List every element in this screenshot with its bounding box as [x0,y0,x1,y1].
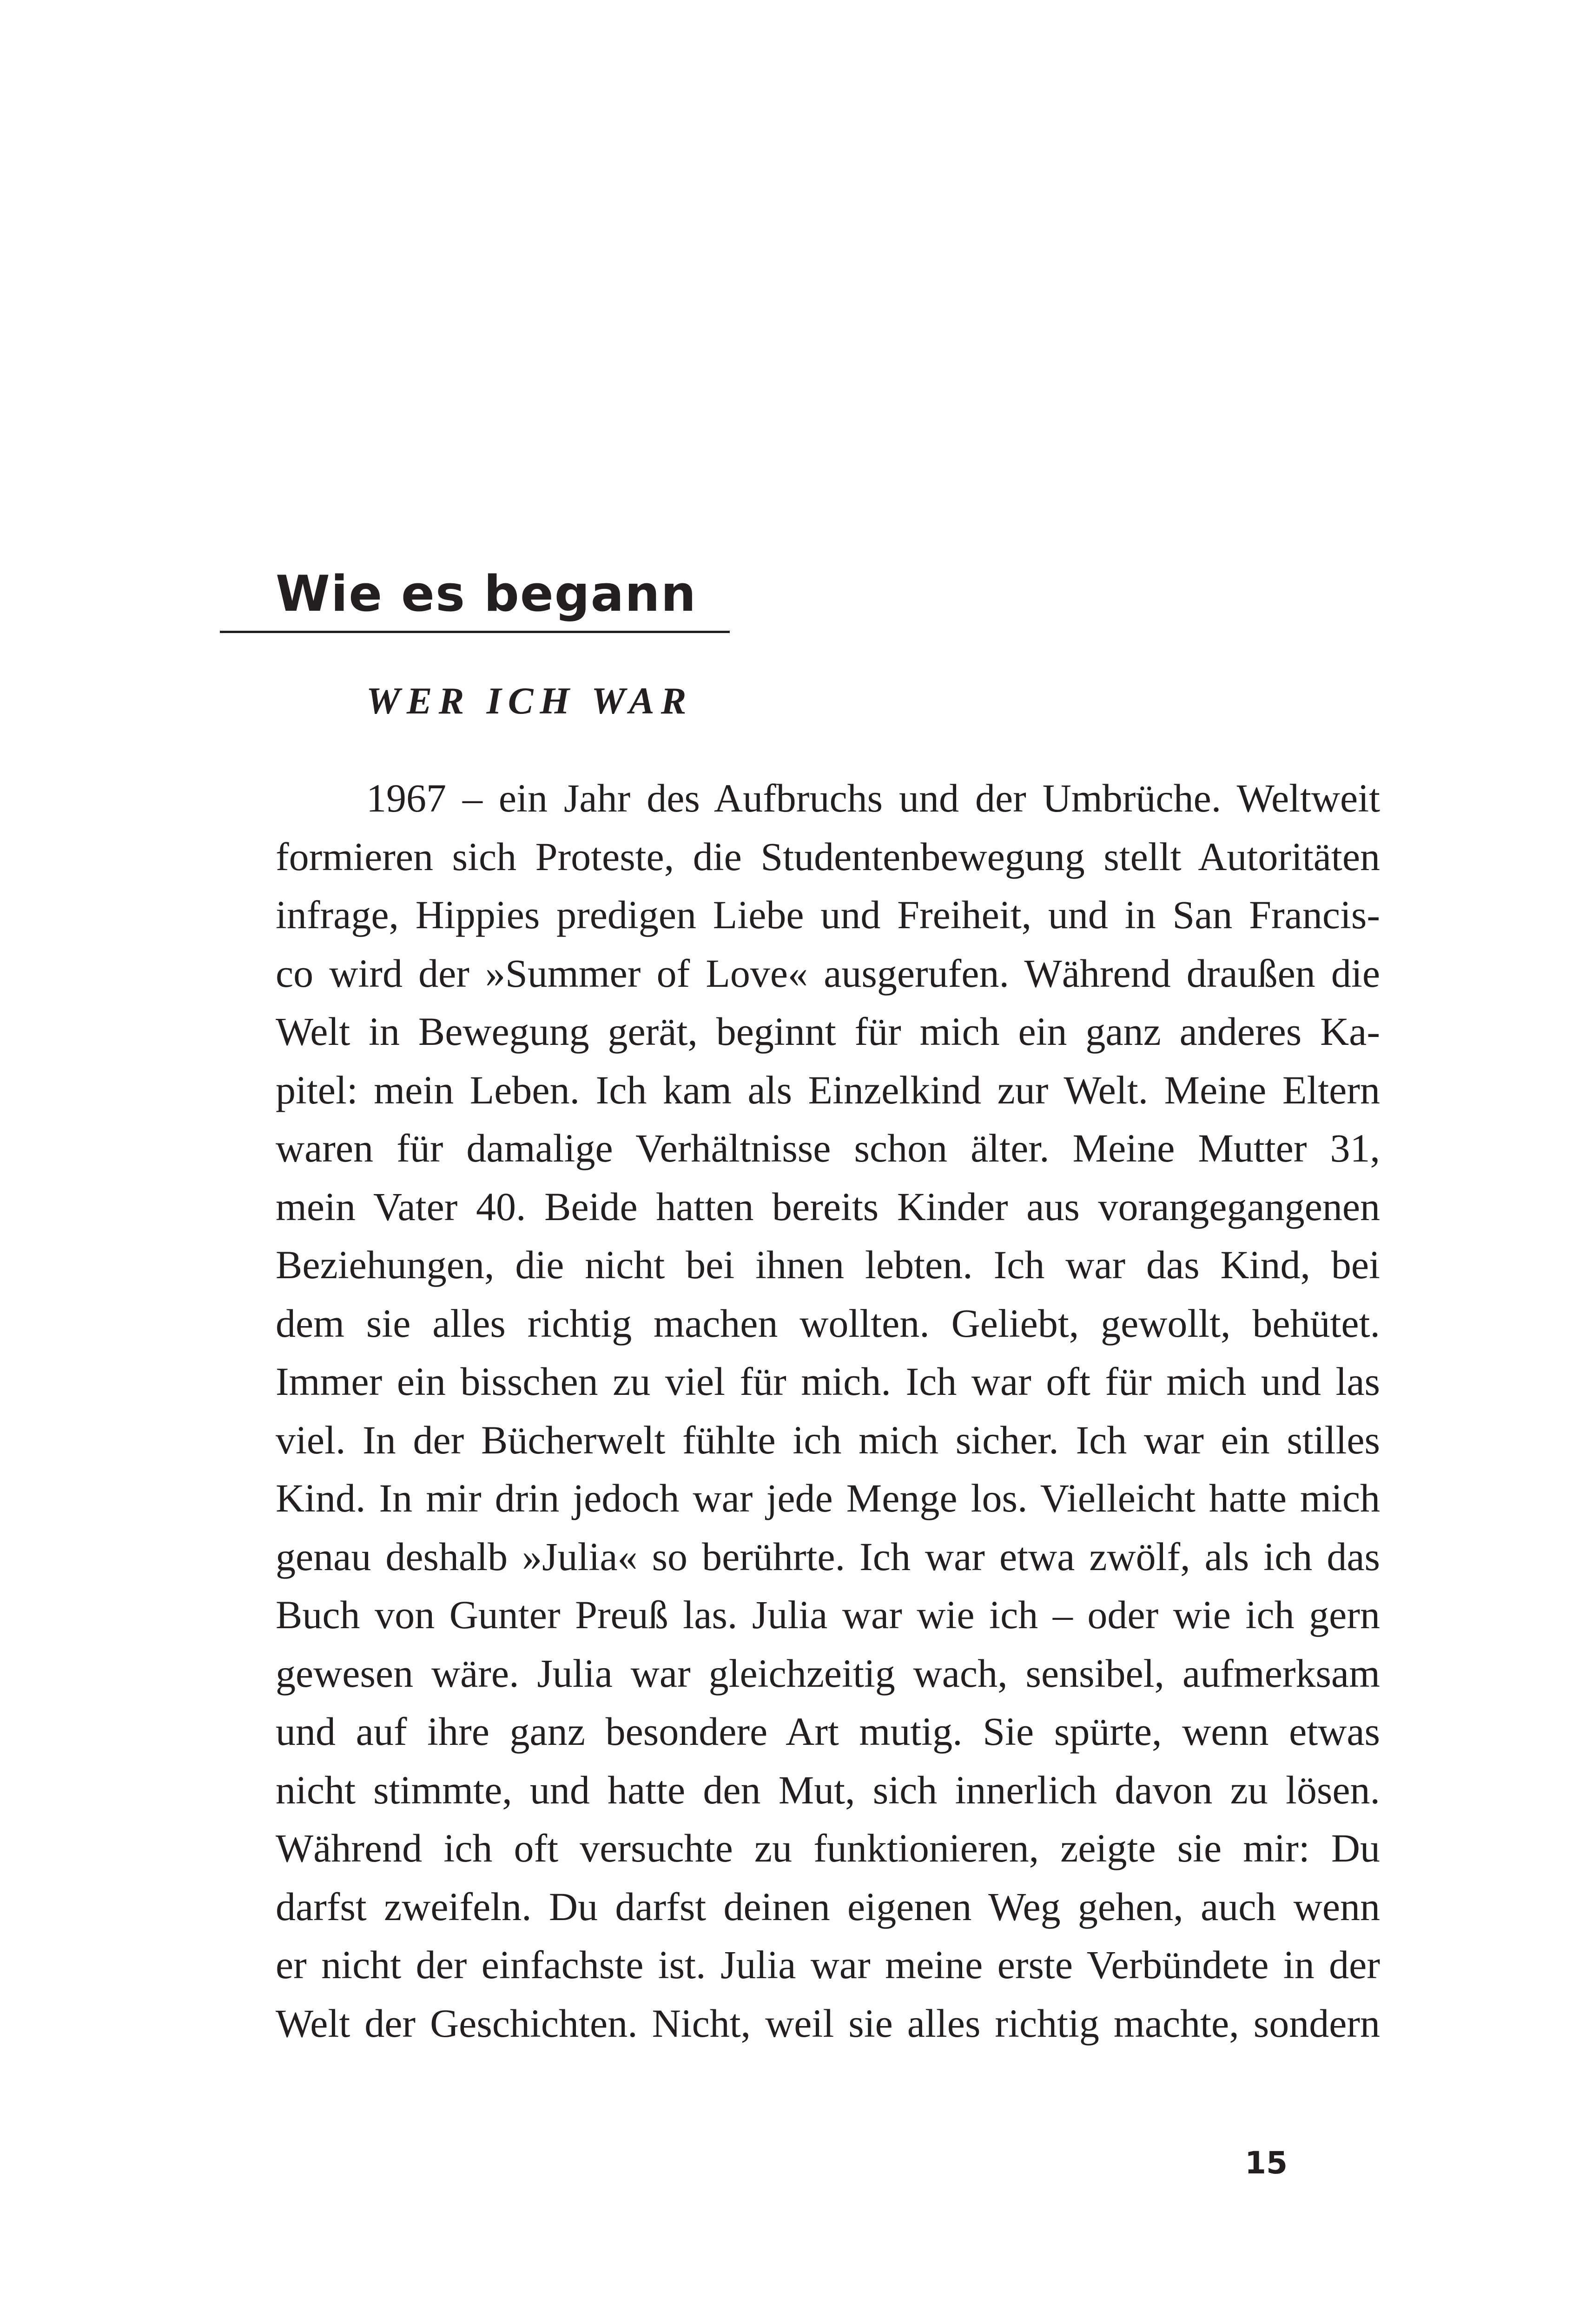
text-line: pitel: mein Leben. Ich kam als Einzelkind zur Welt. Meine Eltern [276,1067,1380,1112]
text-line: 1967 – ein Jahr des Aufbruchs und der Umbrüche. Weltweit [366,776,1380,820]
text-line: mein Vater 40. Beide hatten bereits Kinder aus vorangegangenen [276,1184,1380,1229]
text-line: Welt der Geschichten. Nicht, weil sie alles richtig machte, sondern [276,2000,1380,2046]
text-line: Während ich oft versuchte zu funktionieren, zeigte sie mir: Du [276,1826,1380,1870]
text-line: Beziehungen, die nicht bei ihnen lebten. Ich war das Kind, bei [276,1242,1380,1287]
text-line: co wird der »Summer of Love« ausgerufen. Während draußen die [276,951,1380,996]
chapter-title: Wie es begann [276,565,697,622]
text-line: Buch von Gunter Preuß las. Julia war wie ich – oder wie ich gern [276,1592,1380,1637]
text-line: nicht stimmte, und hatte den Mut, sich innerlich davon zu lösen. [276,1767,1380,1812]
text-line: darfst zweifeln. Du darfst deinen eigenen Weg gehen, auch wenn [276,1884,1380,1929]
text-line: genau deshalb »Julia« so berührte. Ich war etwa zwölf, als ich das [276,1534,1380,1579]
section-heading: WER ICH WAR [366,680,693,722]
text-line: er nicht der einfachste ist. Julia war meine erste Verbündete in der [276,1942,1380,1987]
text-line: Kind. In mir drin jedoch war jede Menge los. Vielleicht hatte mich [276,1476,1380,1520]
text-line: Immer ein bisschen zu viel für mich. Ich war oft für mich und las [276,1359,1380,1404]
body-paragraph [276,769,1380,2053]
title-underline [220,631,730,633]
text-line: Welt in Bewegung gerät, beginnt für mich ein ganz anderes Ka- [276,1009,1380,1054]
text-line: dem sie alles richtig machen wollten. Geliebt, gewollt, behütet. [276,1301,1380,1346]
text-line: gewesen wäre. Julia war gleichzeitig wach, sensibel, aufmerksam [276,1651,1380,1696]
text-line: infrage, Hippies predigen Liebe und Freiheit, und in San Francis- [276,892,1380,937]
text-line: formieren sich Proteste, die Studentenbewegung stellt Autoritäten [276,834,1380,879]
text-line: waren für damalige Verhältnisse schon älter. Meine Mutter 31, [276,1126,1380,1170]
page-number: 15 [1245,2145,1288,2181]
text-line: viel. In der Bücherwelt fühlte ich mich sicher. Ich war ein stilles [276,1417,1380,1462]
text-line: und auf ihre ganz besondere Art mutig. Sie spürte, wenn etwas [276,1709,1380,1754]
